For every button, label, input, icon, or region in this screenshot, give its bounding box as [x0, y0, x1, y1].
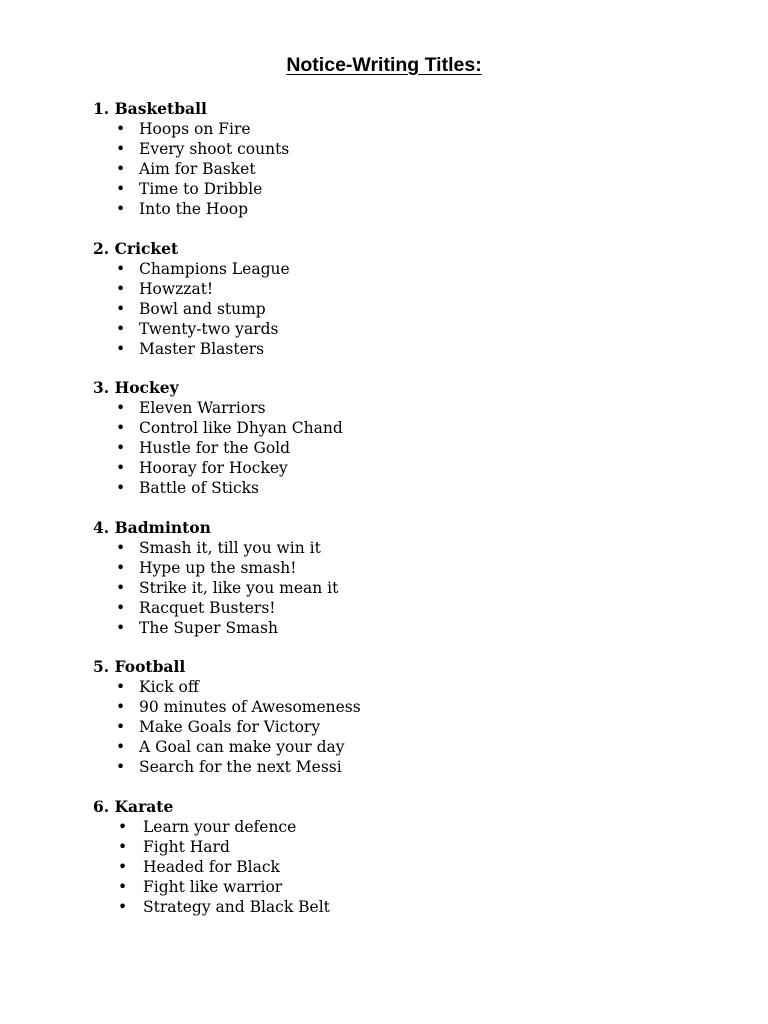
item-text: Eleven Warriors — [139, 399, 266, 417]
bullet-icon: • — [116, 339, 126, 358]
section-karate — [93, 797, 733, 917]
list-item — [93, 199, 733, 219]
list-item — [93, 857, 733, 877]
bullet-icon: • — [116, 259, 126, 278]
list-item — [93, 179, 733, 199]
bullet-icon: • — [118, 857, 128, 876]
bullet-icon: • — [116, 140, 126, 158]
list-item — [93, 677, 733, 697]
bullet-icon: • — [116, 399, 126, 417]
section-heading: 5. Football — [93, 657, 186, 676]
section-heading: 4. Badminton — [93, 517, 211, 537]
bullet-icon: • — [118, 897, 128, 916]
bullet-icon: • — [116, 618, 126, 637]
list-item — [93, 538, 733, 558]
item-list — [93, 677, 733, 777]
item-text: Twenty-two yards — [139, 319, 279, 338]
item-text: Hooray for Hockey — [139, 459, 288, 477]
list-item — [93, 159, 733, 179]
section-heading: 2. Cricket — [93, 238, 179, 258]
item-text: Racquet Busters! — [139, 598, 276, 617]
item-text: Bowl and stump — [139, 299, 266, 318]
item-text: Aim for Basket — [139, 160, 256, 178]
bullet-icon: • — [116, 419, 126, 437]
page-title: Notice-Writing Titles: — [286, 54, 482, 76]
bullet-icon: • — [116, 439, 126, 457]
item-text: The Super Smash — [139, 618, 278, 637]
item-text: Master Blasters — [139, 339, 265, 358]
list-item — [93, 418, 733, 438]
bullet-icon: • — [118, 877, 128, 896]
list-item — [93, 259, 733, 279]
item-text: Headed for Black — [143, 857, 280, 876]
bullet-icon: • — [116, 319, 126, 338]
list-item — [93, 717, 733, 737]
section-hockey — [93, 378, 733, 498]
list-item — [93, 398, 733, 418]
bullet-icon: • — [116, 718, 126, 736]
list-item — [93, 837, 733, 857]
item-list — [93, 398, 733, 498]
item-text: Make Goals for Victory — [139, 718, 321, 736]
bullet-icon: • — [116, 160, 126, 178]
bullet-icon: • — [116, 758, 126, 776]
list-item — [93, 578, 733, 598]
section-badminton — [93, 518, 733, 638]
bullet-icon: • — [116, 120, 126, 138]
list-item — [93, 618, 733, 638]
bullet-icon: • — [116, 598, 126, 617]
item-text: 90 minutes of Awesomeness — [139, 698, 361, 716]
item-text: Time to Dribble — [139, 180, 263, 198]
item-text: Strategy and Black Belt — [143, 897, 330, 916]
item-list — [93, 259, 733, 359]
list-item — [93, 598, 733, 618]
section-cricket — [93, 239, 733, 359]
list-item — [93, 279, 733, 299]
bullet-icon: • — [116, 200, 126, 218]
bullet-icon: • — [116, 558, 126, 577]
list-item — [93, 737, 733, 757]
bullet-icon: • — [116, 538, 126, 557]
bullet-icon: • — [116, 279, 126, 298]
list-item — [93, 438, 733, 458]
list-item — [93, 697, 733, 717]
list-item — [93, 478, 733, 498]
list-item — [93, 319, 733, 339]
bullet-icon: • — [118, 837, 128, 856]
item-text: Learn your defence — [143, 817, 297, 836]
bullet-icon: • — [118, 817, 128, 836]
item-list — [93, 119, 733, 219]
item-text: Smash it, till you win it — [139, 538, 321, 557]
item-text: Hoops on Fire — [139, 120, 251, 138]
section-football — [93, 657, 733, 777]
list-item — [93, 139, 733, 159]
item-text: Battle of Sticks — [139, 479, 259, 497]
item-text: Fight Hard — [143, 837, 230, 856]
item-text: Into the Hoop — [139, 200, 249, 218]
item-text: Search for the next Messi — [139, 758, 342, 776]
bullet-icon: • — [116, 578, 126, 597]
bullet-icon: • — [116, 678, 126, 696]
item-text: Control like Dhyan Chand — [139, 419, 343, 437]
list-item — [93, 339, 733, 359]
section-heading: 3. Hockey — [93, 378, 179, 397]
list-item — [93, 558, 733, 578]
list-item — [93, 458, 733, 478]
item-list — [93, 538, 733, 638]
list-item — [93, 817, 733, 837]
item-text: Fight like warrior — [143, 877, 283, 896]
sections-list — [93, 99, 733, 936]
bullet-icon: • — [116, 738, 126, 756]
list-item — [93, 757, 733, 777]
list-item — [93, 299, 733, 319]
bullet-icon: • — [116, 698, 126, 716]
item-text: Strike it, like you mean it — [139, 578, 339, 597]
list-item — [93, 877, 733, 897]
item-text: Champions League — [139, 259, 290, 278]
section-heading: 6. Karate — [93, 796, 174, 816]
bullet-icon: • — [116, 479, 126, 497]
item-list — [93, 817, 733, 917]
item-text: Kick off — [139, 678, 199, 696]
bullet-icon: • — [116, 299, 126, 318]
section-basketball — [93, 99, 733, 219]
list-item — [93, 897, 733, 917]
bullet-icon: • — [116, 459, 126, 477]
item-text: Hustle for the Gold — [139, 439, 291, 457]
list-item — [93, 119, 733, 139]
section-heading: 1. Basketball — [93, 99, 207, 118]
item-text: Every shoot counts — [139, 140, 290, 158]
item-text: Howzzat! — [139, 279, 214, 298]
item-text: A Goal can make your day — [139, 738, 345, 756]
bullet-icon: • — [116, 180, 126, 198]
item-text: Hype up the smash! — [139, 558, 297, 577]
